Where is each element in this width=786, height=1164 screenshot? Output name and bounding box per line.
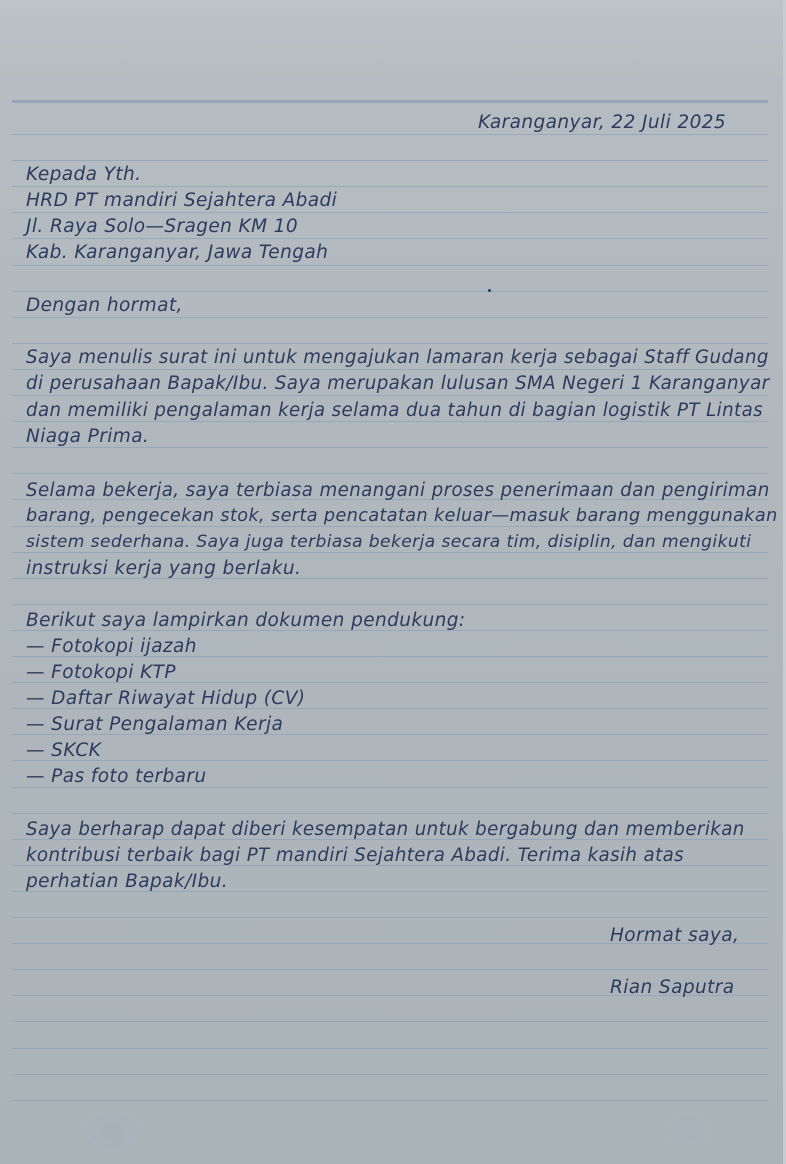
recipient-line: Kab. Karanganyar, Jawa Tengah [26,242,329,263]
paragraph-2-line: sistem sederhana. Saya juga terbiasa bekerja secara tim, disiplin, dan mengikuti [26,532,752,552]
closing-line: kontribusi terbaik bagi PT mandiri Sejahtera Abadi. Terima kasih atas [26,845,685,866]
ruled-line [12,604,768,605]
ruled-line [12,291,768,292]
recipient-line: HRD PT mandiri Sejahtera Abadi [26,190,338,211]
ruled-line [12,186,768,187]
paragraph-1-line: di perusahaan Bapak/Ibu. Saya merupakan lulusan SMA Negeri 1 Karanganyar [26,373,770,394]
ruled-line [12,813,768,814]
ruled-line [12,212,768,213]
ruled-line [12,760,768,761]
ruled-line [12,1100,768,1101]
ruled-line [12,317,768,318]
signature-name: Rian Saputra [610,977,735,998]
recipient-line: Kepada Yth. [26,164,142,185]
attachments-intro: Berikut saya lampirkan dokumen pendukung: [26,610,466,631]
ruled-line [12,552,768,553]
ink-dot [488,289,491,292]
ruled-line [12,917,768,918]
ruled-line [12,1021,768,1022]
salutation: Dengan hormat, [26,295,183,316]
ruled-line [12,447,768,448]
closing-line: Saya berharap dapat diberi kesempatan untuk bergabung dan memberikan [26,819,745,840]
ruled-line [12,787,768,788]
ruled-line [12,160,768,161]
header-rule [12,100,768,103]
paragraph-2-line: barang, pengecekan stok, serta pencatatan keluar—masuk barang menggunakan [26,506,778,526]
paper-mark [666,1112,710,1148]
paragraph-2-line: Selama bekerja, saya terbiasa menangani proses penerimaan dan pengiriman [26,480,770,501]
attachment-item: — Surat Pengalaman Kerja [26,714,284,735]
ruled-line [12,265,768,266]
paragraph-1-line: dan memiliki pengalaman kerja selama dua tahun di bagian logistik PT Lintas [26,400,763,421]
ruled-line [12,526,768,527]
letter-date: Karanganyar, 22 Juli 2025 [478,112,727,133]
ruled-line [12,395,768,396]
ruled-line [12,343,768,344]
paper-mark [86,1110,138,1150]
attachment-item: — Fotokopi KTP [26,662,176,683]
attachment-item: — Pas foto terbaru [26,766,207,787]
attachment-item: — SKCK [26,740,102,761]
closing-line: perhatian Bapak/Ibu. [26,871,228,892]
recipient-line: Jl. Raya Solo—Sragen KM 10 [26,216,299,237]
paragraph-1-line: Saya menulis surat ini untuk mengajukan lamaran kerja sebagai Staff Gudang [26,347,769,368]
ruled-line [12,421,768,422]
ruled-line [12,238,768,239]
paragraph-2-line: instruksi kerja yang berlaku. [26,558,302,579]
paragraph-1-line: Niaga Prima. [26,426,150,447]
ruled-line [12,473,768,474]
ruled-line [12,369,768,370]
ruled-line [12,1074,768,1075]
attachment-item: — Fotokopi ijazah [26,636,197,657]
signoff: Hormat saya, [610,925,740,946]
paper-top-margin [0,0,786,92]
ruled-line [12,1048,768,1049]
ruled-line [12,134,768,135]
attachment-item: — Daftar Riwayat Hidup (CV) [26,688,306,709]
ruled-line [12,969,768,970]
